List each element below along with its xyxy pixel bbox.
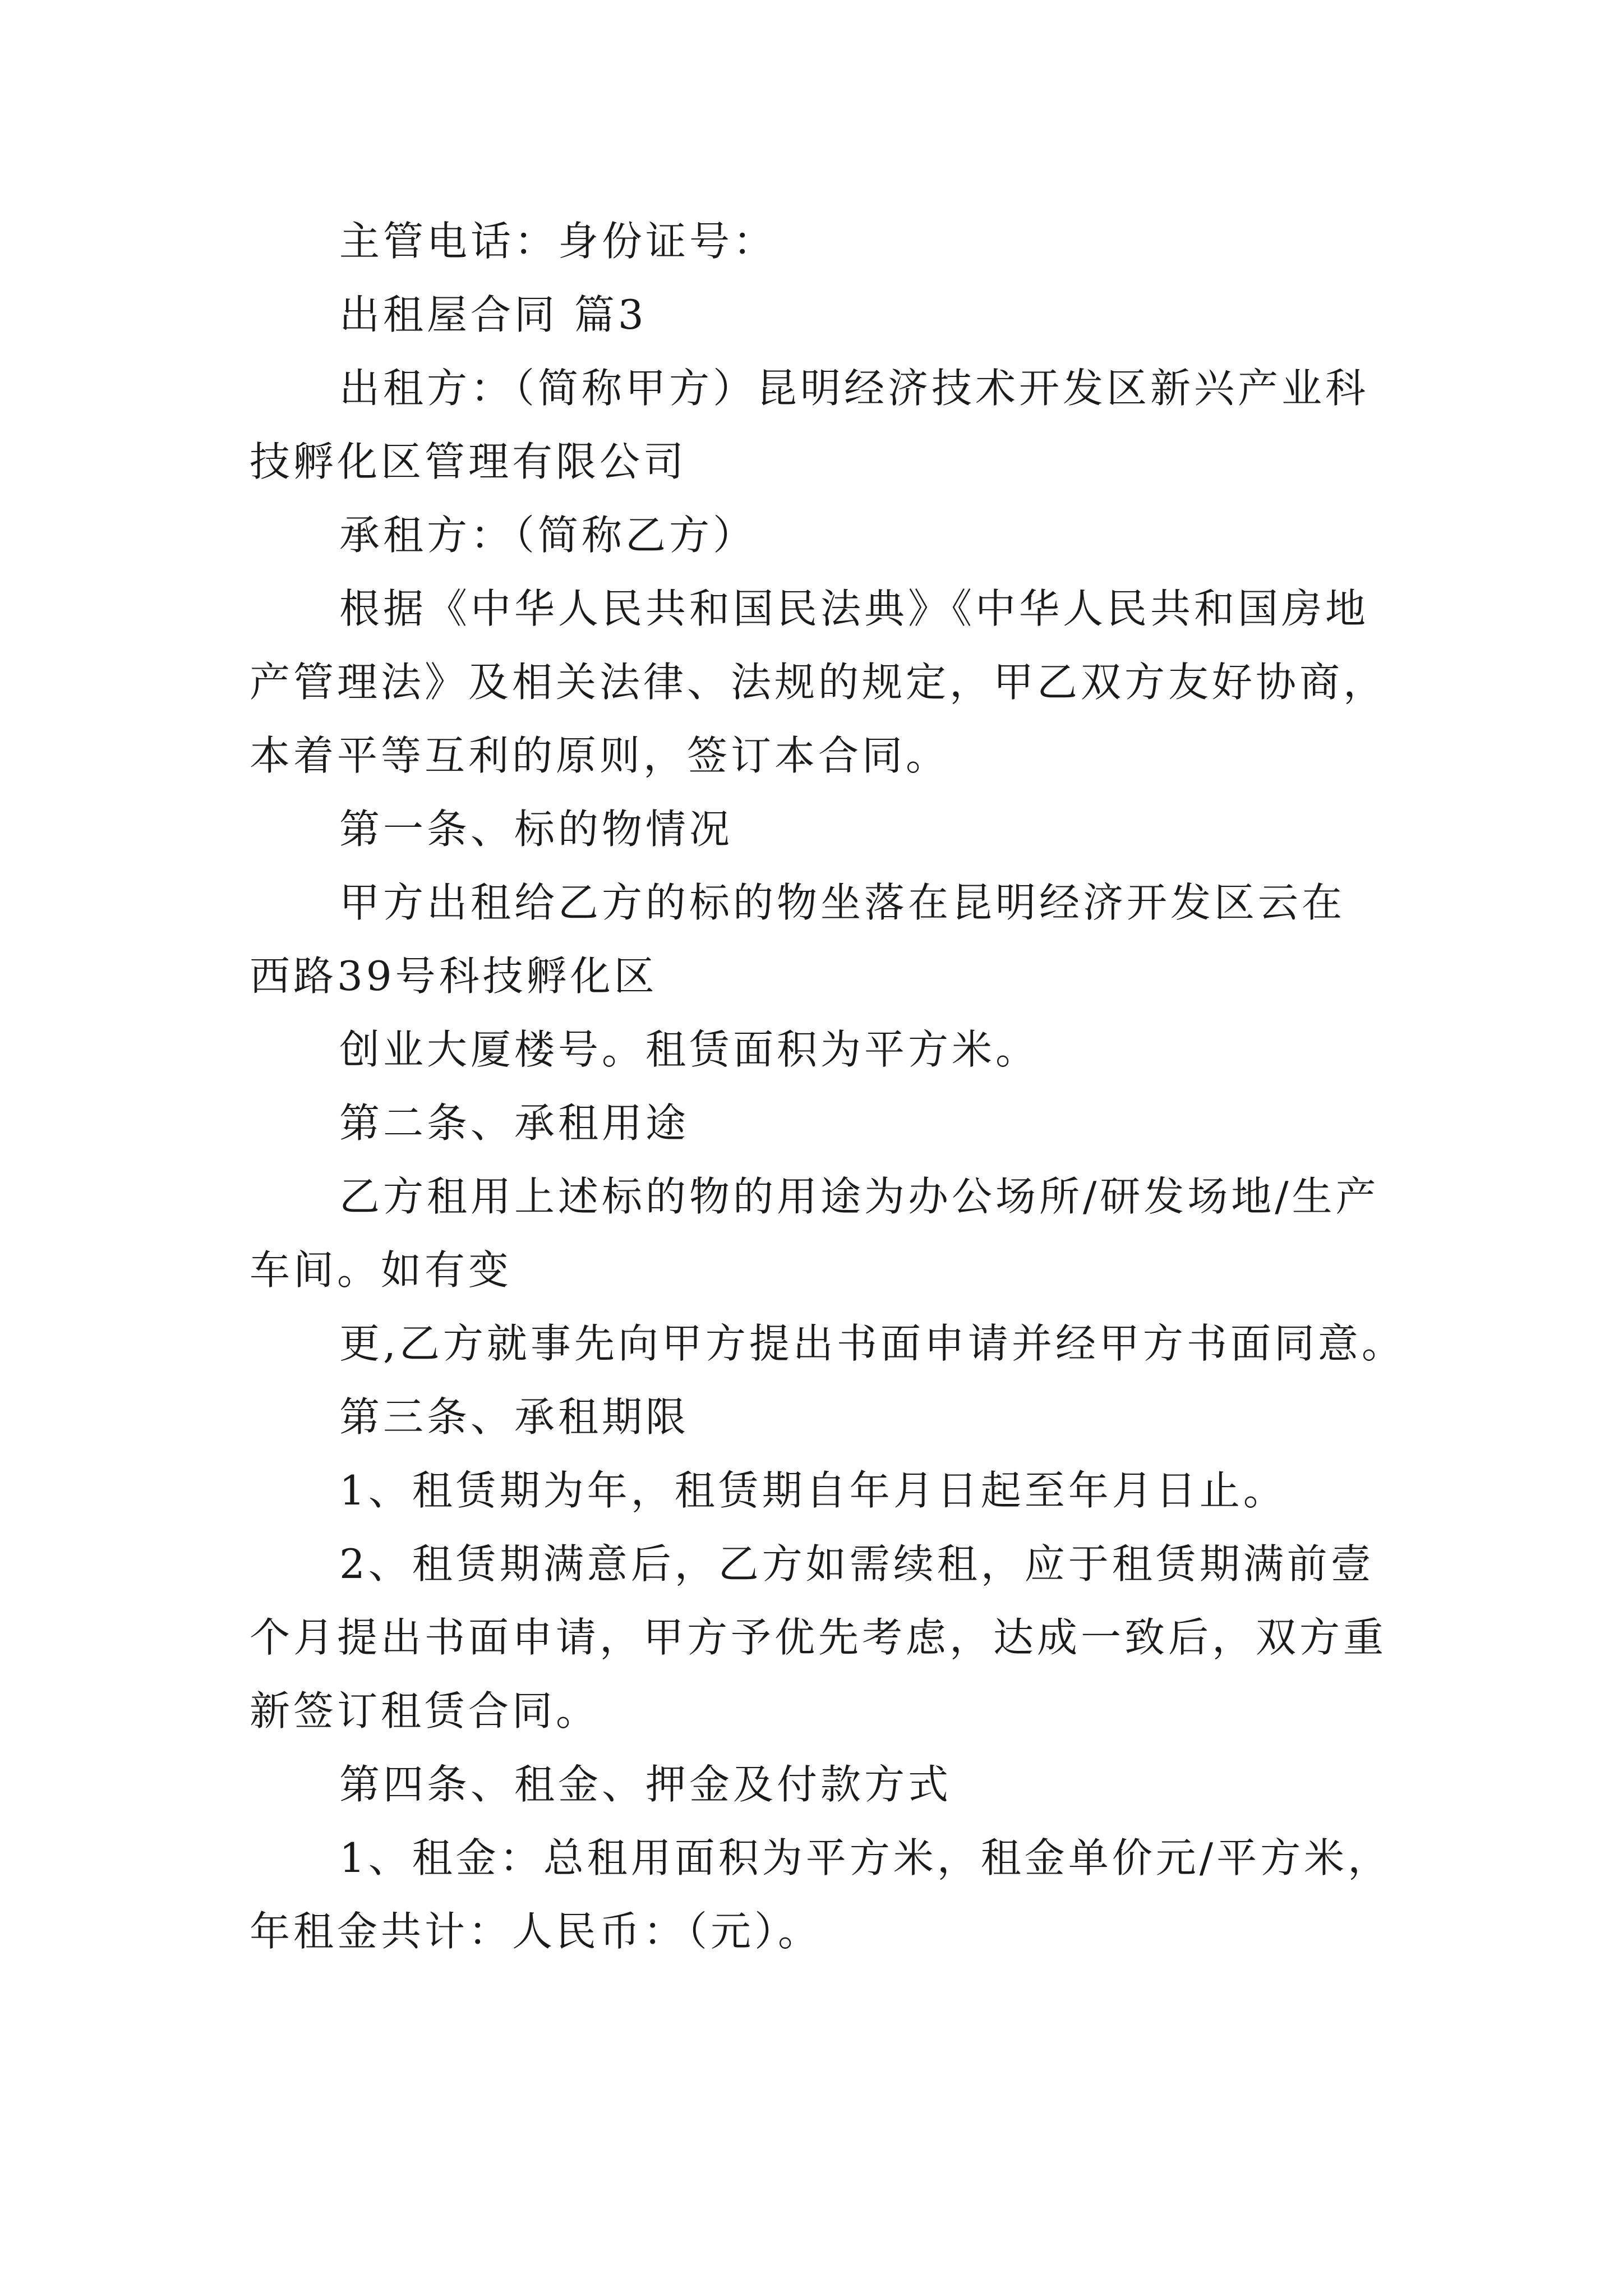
text-line: 主管电话：身份证号： (339, 218, 777, 265)
clause-heading: 第四条、租金、押金及付款方式 (339, 1761, 952, 1808)
text-line: 承租方：（简称乙方） (339, 512, 757, 559)
section-title: 出租屋合同 篇3 (339, 291, 647, 338)
text-line: 1、租金：总租用面积为平方米，租金单价元/平方米， (339, 1834, 1392, 1881)
text-line: 乙方租用上述标的物的用途为办公场所/研发场地/生产 (339, 1173, 1380, 1220)
text-line: 产管理法》及相关法律、法规的规定，甲乙双方友好协商， (250, 659, 1387, 706)
text-line: 出租方：（简称甲方）昆明经济技术开发区新兴产业科 (339, 365, 1370, 412)
text-line: 本着平等互利的原则，签订本合同。 (250, 732, 950, 779)
text-line: 年租金共计：人民币：（元）。 (250, 1908, 822, 1955)
text-line: 车间。如有变 (250, 1246, 513, 1294)
text-line: 根据《中华人民共和国民法典》《中华人民共和国房地 (339, 585, 1370, 632)
document-body (250, 205, 1405, 1968)
clause-heading: 第一条、标的物情况 (339, 806, 734, 853)
text-line: 技孵化区管理有限公司 (250, 438, 688, 485)
clause-heading: 第三条、承租期限 (339, 1393, 690, 1441)
text-line: 更,乙方就事先向甲方提出书面申请并经甲方书面同意。 (339, 1320, 1405, 1367)
text-line: 甲方出租给乙方的标的物坐落在昆明经济开发区云在 (339, 879, 1346, 926)
text-line: 创业大厦楼号。租赁面积为平方米。 (339, 1026, 1040, 1073)
text-line: 西路39号科技孵化区 (250, 953, 658, 1000)
text-line: 2、租赁期满意后，乙方如需续租，应于租赁期满前壹 (339, 1540, 1375, 1588)
text-line: 新签订租赁合同。 (250, 1687, 600, 1734)
clause-heading: 第二条、承租用途 (339, 1099, 690, 1147)
text-line: 个月提出书面申请，甲方予优先考虑，达成一致后，双方重 (250, 1614, 1387, 1661)
text-line: 1、租赁期为年，租赁期自年月日起至年月日止。 (339, 1467, 1287, 1514)
